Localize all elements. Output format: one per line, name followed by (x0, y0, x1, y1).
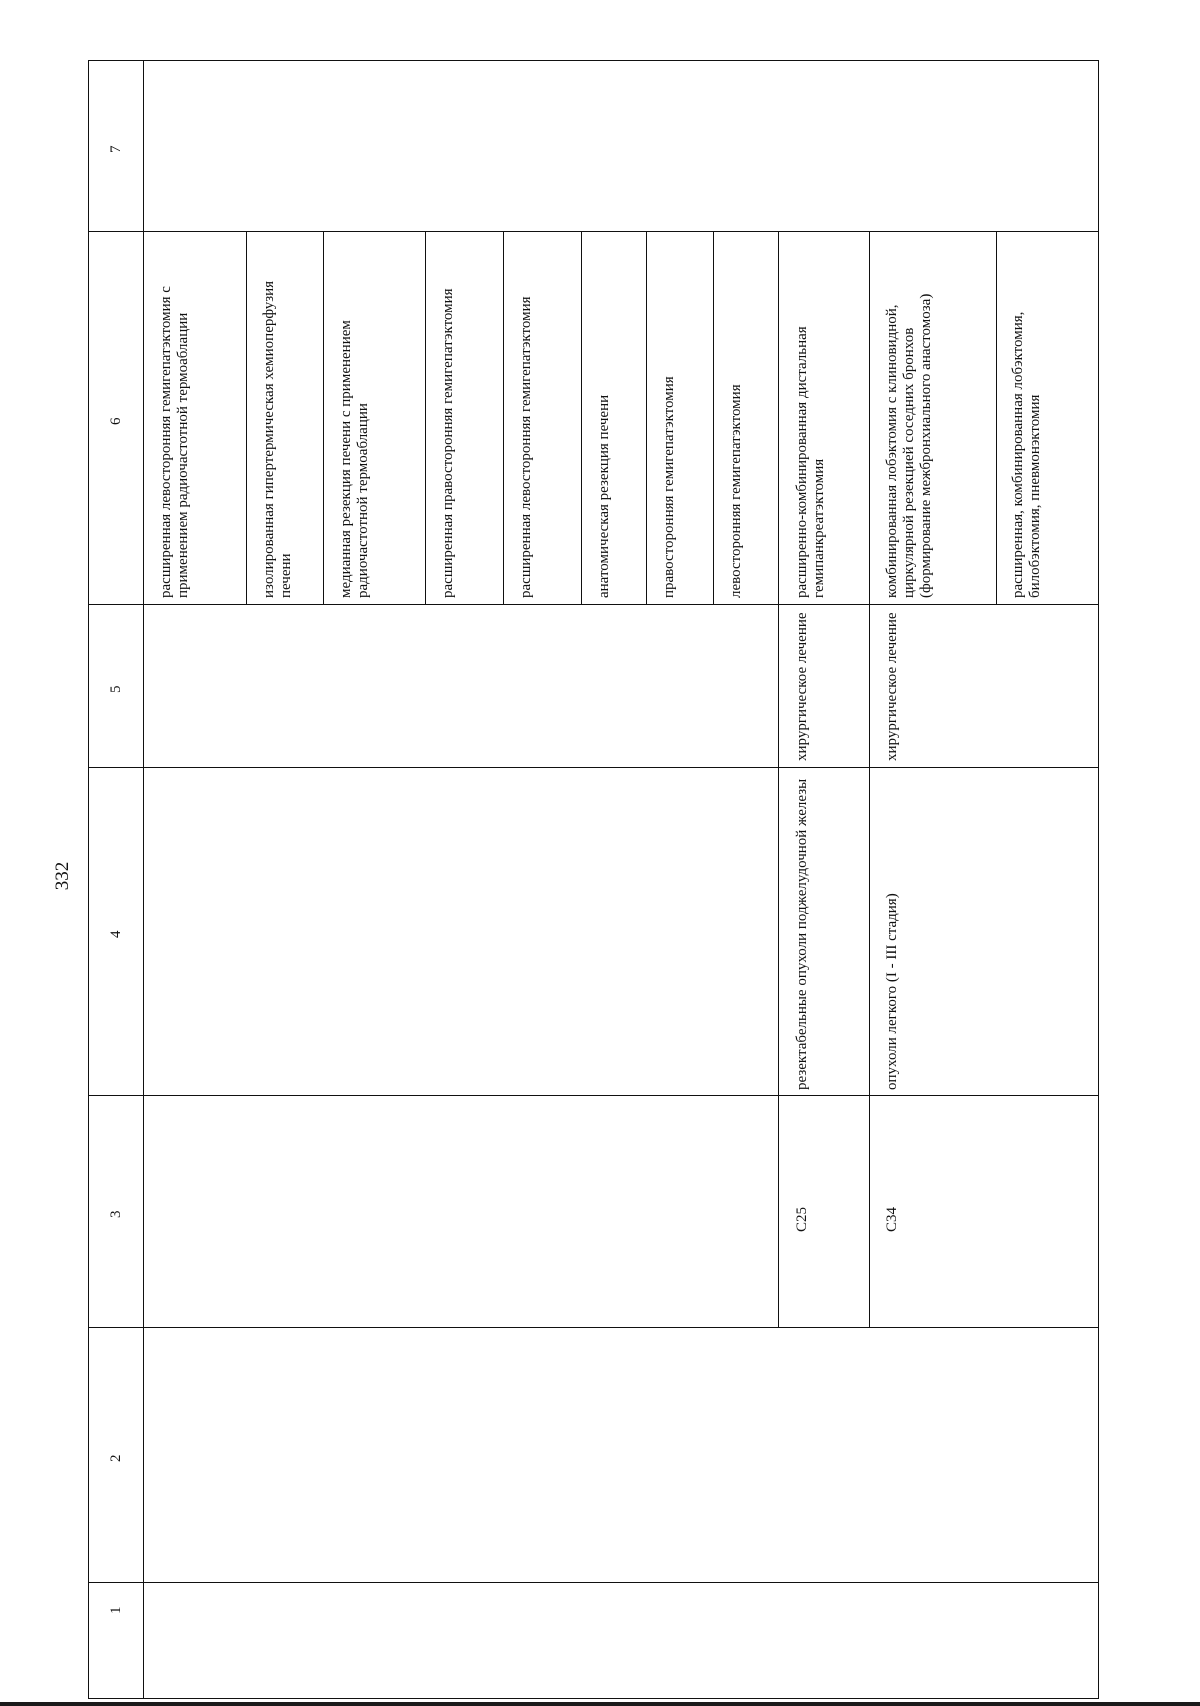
lung-treatment: хирургическое лечение (884, 612, 900, 761)
pancreas-treatment: хирургическое лечение (794, 612, 810, 761)
header-divider (143, 60, 144, 1699)
method-cell: расширенная левосторонняя гемигепатэктомия (518, 296, 534, 598)
method-cell: анатомическая резекция печени (596, 394, 612, 598)
row-sep (246, 231, 247, 605)
lung-code: C34 (884, 1206, 900, 1232)
row-sep (646, 231, 647, 605)
row-sep (581, 231, 582, 605)
header-col-1: 1 (108, 1606, 124, 1614)
pancreas-method: расширенно-комбинированная дистальная гемипанкреатэктомия (794, 326, 827, 598)
row-sep-lung (869, 231, 870, 1328)
method-cell: левосторонняя гемигепатэктомия (728, 384, 744, 598)
row-sep (713, 231, 714, 605)
table-border-left (88, 60, 89, 1699)
row-sep-pancreas (778, 231, 779, 1328)
col-boundary-7-6 (88, 231, 1099, 232)
method-cell: медианная резекция печени с применением радиочастотной термоаблации (338, 320, 371, 598)
row-sep (503, 231, 504, 605)
pancreas-model: резектабельные опухоли поджелудочной железы (794, 778, 810, 1090)
row-sep-lung-methods (996, 231, 997, 605)
header-col-6: 6 (108, 417, 124, 425)
method-cell: изолированная гипертермическая хемиоперфузия печени (261, 280, 294, 598)
lung-method: комбинированная лобэктомия с клиновидной, циркулярной резекцией соседних бронхов (формирование межбронхиального анастомоза) (884, 293, 934, 598)
header-col-4: 4 (108, 930, 124, 938)
header-col-7: 7 (108, 145, 124, 153)
col-boundary-5-4 (88, 767, 1099, 768)
pancreas-code: C25 (794, 1206, 810, 1232)
header-col-3: 3 (108, 1210, 124, 1218)
table-border-top (88, 60, 1099, 61)
table-border-right (1098, 60, 1099, 1699)
row-sep (323, 231, 324, 605)
col-boundary-6-5 (88, 604, 1099, 605)
table-border-bottom (88, 1698, 1099, 1699)
col-boundary-3-2 (88, 1327, 1099, 1328)
row-sep (425, 231, 426, 605)
header-col-2: 2 (108, 1454, 124, 1462)
col-boundary-4-3 (88, 1095, 1099, 1096)
method-cell: расширенная левосторонняя гемигепатэктомия с применением радиочастотной термоаблации (158, 286, 191, 598)
page-number: 332 (52, 861, 73, 891)
col-boundary-2-1 (88, 1582, 1099, 1583)
method-cell: правосторонняя гемигепатэктомия (661, 376, 677, 598)
lung-model: опухоли легкого (I - III стадия) (884, 893, 900, 1090)
header-col-5: 5 (108, 685, 124, 693)
scan-edge (0, 1702, 1200, 1706)
lung-method: расширенная, комбинированная лобэктомия, билобэктомия, пневмонэктомия (1010, 311, 1043, 598)
method-cell: расширенная правосторонняя гемигепатэктомия (440, 288, 456, 598)
